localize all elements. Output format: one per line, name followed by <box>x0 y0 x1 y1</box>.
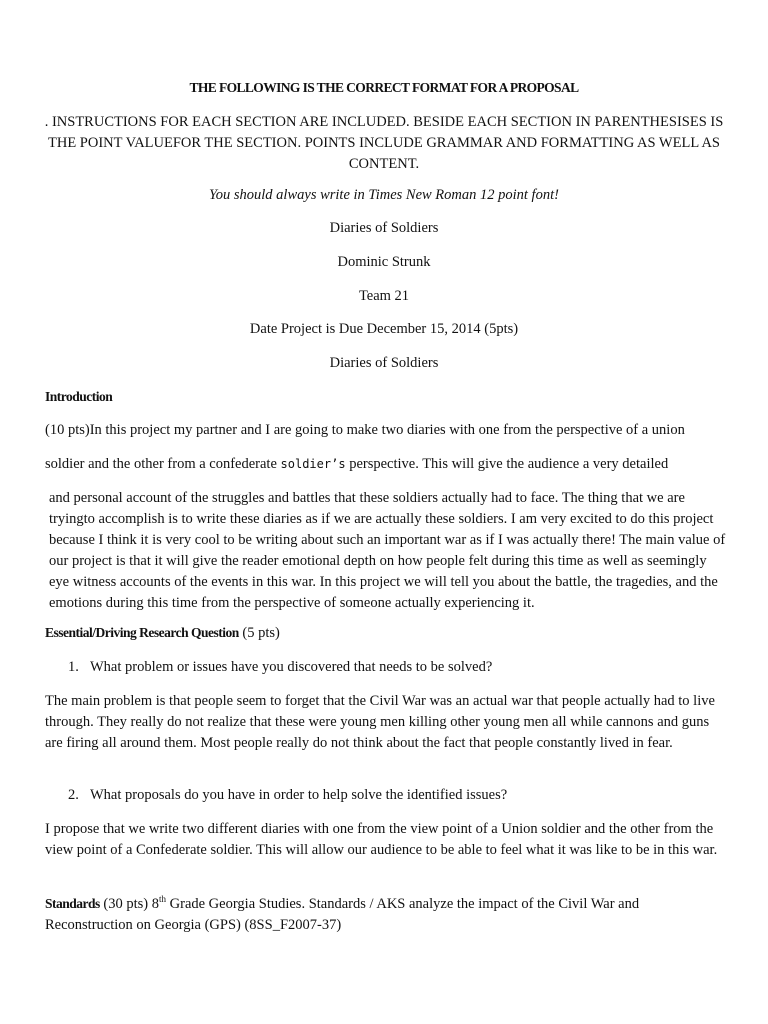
team-label: Team 21 <box>358 288 410 304</box>
question-2-text: What proposals do you have in order to help solve the identified issues? <box>90 787 508 803</box>
research-heading: Essential/Driving Research Question <box>45 625 239 640</box>
standards-points: (30 pts) 8 <box>99 896 159 912</box>
project-title-repeat: Diaries of Soldiers <box>329 355 439 371</box>
standards-paragraph <box>45 893 725 936</box>
answer-2: I propose that we write two different diaries with one from the view point of a Union soldier and the other from the view point of a Confederate soldier. This will allow our audience to be able to feel what it was like to be in this war. <box>45 821 718 858</box>
instructions-text: . INSTRUCTIONS FOR EACH SECTION ARE INCLUDED. BESIDE EACH SECTION IN PARENTHESISES IS THE POINT VALUEFOR THE SECTION. POINTS INCLUDE GRAMMAR AND FORMATTING AS WELL AS CONTENT. <box>44 114 724 172</box>
standards-superscript: th <box>159 894 167 905</box>
research-heading-line <box>45 625 280 642</box>
introduction-line-2-post: perspective. This will give the audience a very detailed <box>345 456 669 472</box>
question-2 <box>68 787 507 804</box>
standards-text: Grade Georgia Studies. Standards / AKS analyze the impact of the Civil War and Reconstruction on Georgia (GPS) (8SS_F2007-37) <box>45 896 640 933</box>
standards-heading: Standards <box>45 896 100 911</box>
question-2-number: 2. <box>68 787 79 803</box>
question-1-number: 1. <box>68 659 79 675</box>
due-date: Date Project is Due December 15, 2014 (5pts) <box>249 321 519 337</box>
author-name: Dominic Strunk <box>337 254 431 270</box>
font-note: You should always write in Times New Roman 12 point font! <box>209 187 559 203</box>
project-title: Diaries of Soldiers <box>329 220 439 236</box>
introduction-body: and personal account of the struggles and battles that these soldiers actually had to face. The thing that we are tryingto accomplish is to write these diaries as if we are actually these soldiers. I am very excited to do this project because I think it is very cool to be writing about such an important war as if I was actually there! The main value of our project is that it will give the reader emotional depth on how people felt during this time as well as seemingly eye witness accounts of the events in this war. In this project we will tell you about the battle, the tragedies, and the emotions during this time from the perspective of someone actually experiencing it. <box>49 490 726 611</box>
question-1-text: What problem or issues have you discovered that needs to be solved? <box>90 659 493 675</box>
question-1 <box>68 659 492 676</box>
introduction-line-2 <box>45 456 668 473</box>
introduction-heading: Introduction <box>45 389 113 404</box>
introduction-line-2-pre: soldier and the other from a confederate <box>45 456 281 472</box>
introduction-line-2-mono: soldier’s <box>280 457 346 471</box>
research-points: (5 pts) <box>238 625 280 641</box>
document-title: THE FOLLOWING IS THE CORRECT FORMAT FOR A PROPOSAL <box>189 80 579 95</box>
introduction-line-1: (10 pts)In this project my partner and I are going to make two diaries with one from the perspective of a union <box>45 422 685 438</box>
answer-1: The main problem is that people seem to forget that the Civil War was an actual war that people actually had to live through. They really do not realize that these were young men killing other young men all while cannons and guns are firing all around them. Most people really do not think about the fact that people constantly lived in fear. <box>45 693 715 751</box>
